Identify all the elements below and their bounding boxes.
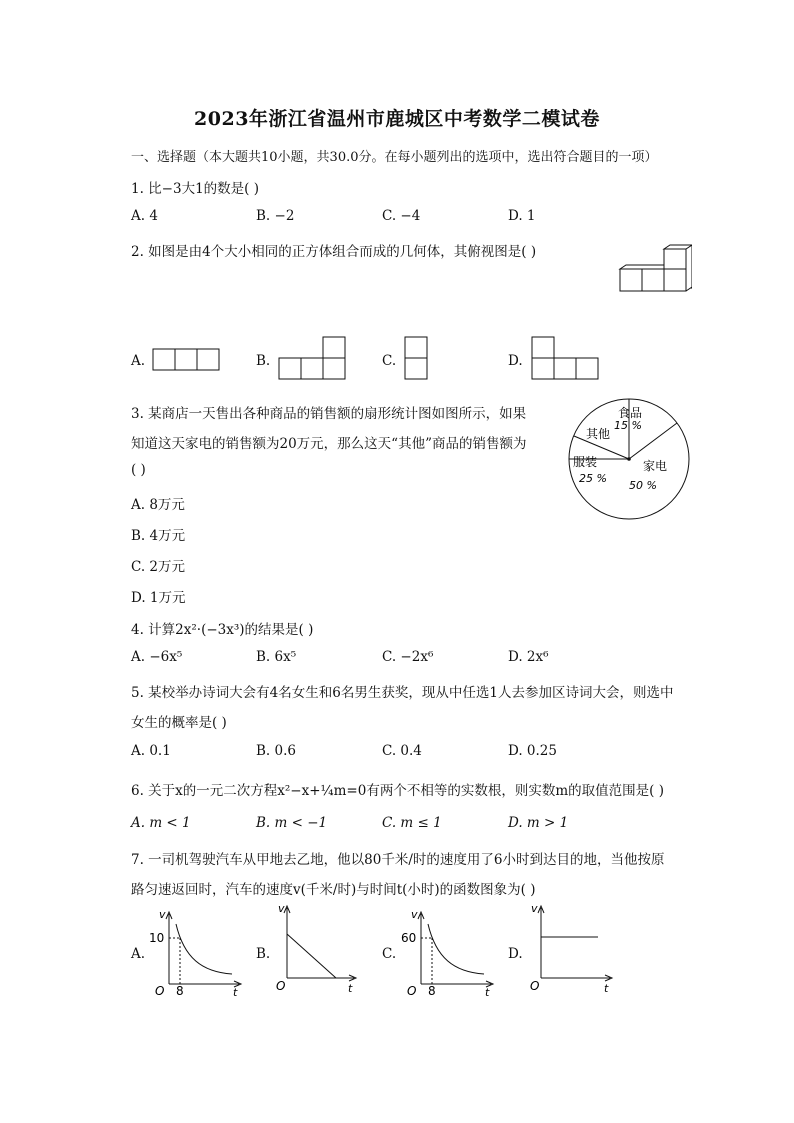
question-5-option-b: B. 0.6	[256, 743, 296, 759]
graph-d-t-label: t	[604, 982, 609, 995]
question-1-stem: 1. 比−3大1的数是( )	[131, 181, 259, 197]
graph-a	[146, 906, 246, 998]
question-7-option-d: D.	[508, 946, 523, 962]
question-1-option-d: D. 1	[508, 208, 536, 224]
question-2-option-a: A.	[131, 353, 146, 369]
option-d-view-figure	[529, 336, 601, 382]
graph-b-t-label: t	[348, 982, 353, 995]
graph-a-v-label: v	[159, 908, 166, 921]
question-7-option-b: B.	[256, 946, 271, 962]
question-6-option-a: A. m < 1	[131, 815, 191, 831]
question-4-option-a: A. −6x⁵	[131, 649, 183, 665]
question-1-option-c: C. −4	[382, 208, 421, 224]
graph-c	[398, 906, 498, 998]
question-4-option-b: B. 6x⁵	[256, 649, 297, 665]
graph-a-x-tick: 8	[176, 984, 184, 998]
question-7-line-1: 7. 一司机驾驶汽车从甲地去乙地，他以80千米/时的速度用了6小时到达目的地，当他按原	[131, 852, 665, 868]
pie-pct-clothes: 25 %	[579, 472, 607, 485]
graph-c-x-tick: 8	[428, 984, 436, 998]
question-4-option-c: C. −2x⁶	[382, 649, 434, 665]
pie-pct-appliance: 50 %	[629, 479, 657, 492]
question-5-line-1: 5. 某校举办诗词大会有4名女生和6名男生获奖，现从中任选1人去参加区诗词大会，则选中	[131, 685, 674, 701]
graph-a-t-label: t	[233, 986, 238, 998]
question-6-option-d: D. m > 1	[508, 815, 569, 831]
question-6-option-b: B. m < −1	[256, 815, 328, 831]
question-6-option-c: C. m ≤ 1	[382, 815, 442, 831]
question-3-line-1: 3. 某商店一天售出各种商品的销售额的扇形统计图如图所示，如果	[131, 406, 527, 422]
question-3-option-b: B. 4万元	[131, 528, 186, 544]
pie-chart	[566, 396, 692, 522]
graph-d-v-label: v	[531, 902, 538, 915]
graph-d-origin: O	[530, 979, 540, 993]
question-3-line-2: 知道这天家电的销售额为20万元，那么这天“其他”商品的销售额为	[131, 436, 527, 452]
question-5-line-2: 女生的概率是( )	[131, 715, 227, 731]
question-5-option-d: D. 0.25	[508, 743, 557, 759]
question-4-stem: 4. 计算2x²·(−3x³)的结果是( )	[131, 622, 314, 638]
pie-label-other: 其他	[586, 427, 611, 441]
graph-c-y-tick: 60	[401, 931, 417, 945]
question-1-option-b: B. −2	[256, 208, 295, 224]
question-2-option-d: D.	[508, 353, 523, 369]
graph-b-v-label: v	[278, 902, 285, 915]
graph-c-t-label: t	[485, 986, 490, 998]
section-heading: 一、选择题（本大题共10小题，共30.0分。在每小题列出的选项中，选出符合题目的一项）	[131, 150, 658, 165]
page-title: 2023年浙江省温州市鹿城区中考数学二模试卷	[194, 108, 600, 130]
question-2-option-b: B.	[256, 353, 271, 369]
graph-c-v-label: v	[411, 908, 418, 921]
option-b-view-figure	[276, 336, 348, 382]
question-6-stem: 6. 关于x的一元二次方程x²−x+¼m=0有两个不相等的实数根，则实数m的取值范围是( )	[131, 783, 664, 799]
graph-a-y-tick: 10	[149, 931, 165, 945]
question-7-option-a: A.	[131, 946, 146, 962]
question-7-line-2: 路匀速返回时，汽车的速度v(千米/时)与时间t(小时)的函数图象为( )	[131, 882, 536, 898]
cube-solid-figure	[618, 244, 692, 296]
pie-label-clothes: 服装	[573, 455, 598, 469]
question-3-line-3: ( )	[131, 462, 146, 478]
pie-label-food: 食品	[618, 406, 643, 420]
question-2-stem: 2. 如图是由4个大小相同的正方体组合而成的几何体，其俯视图是( )	[131, 244, 537, 260]
graph-a-origin: O	[155, 984, 165, 998]
question-4-option-d: D. 2x⁶	[508, 649, 549, 665]
question-5-option-c: C. 0.4	[382, 743, 422, 759]
graph-c-origin: O	[407, 984, 417, 998]
question-3-option-c: C. 2万元	[131, 559, 186, 575]
option-a-view-figure	[152, 348, 222, 372]
option-c-view-figure	[403, 336, 431, 382]
pie-label-appliance: 家电	[643, 459, 668, 473]
pie-pct-food: 15 %	[614, 419, 642, 432]
question-3-option-a: A. 8万元	[131, 497, 185, 513]
question-3-option-d: D. 1万元	[131, 590, 186, 606]
question-7-option-c: C.	[382, 946, 397, 962]
question-5-option-a: A. 0.1	[131, 743, 171, 759]
question-2-option-c: C.	[382, 353, 397, 369]
question-1-option-a: A. 4	[131, 208, 158, 224]
graph-b-origin: O	[276, 979, 286, 993]
graph-b	[272, 900, 362, 996]
graph-d	[528, 900, 618, 996]
